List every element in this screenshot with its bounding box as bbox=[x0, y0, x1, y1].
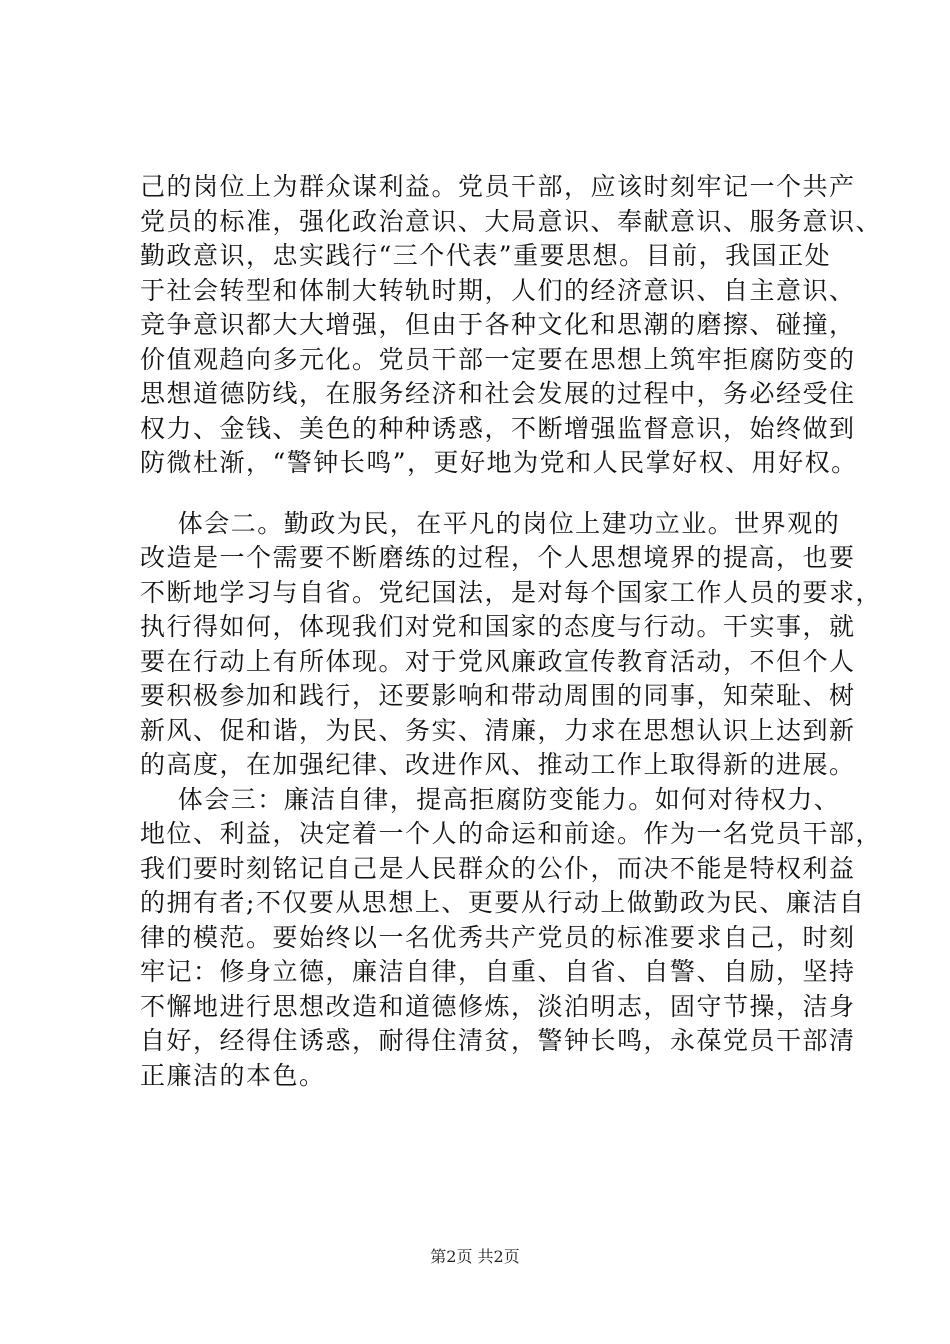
text-line: 的高度，在加强纪律、改进作风、推动工作上取得新的进展。 bbox=[140, 750, 856, 779]
text-line: 正廉洁的本色。 bbox=[140, 1060, 326, 1090]
text-line: 新风、促和谐，为民、务实、清廉，力求在思想认识上达到新 bbox=[140, 715, 856, 745]
text-line: 党员的标准，强化政治意识、大局意识、奉献意识、服务意识、 bbox=[140, 206, 883, 236]
text-line: 自好，经得住诱惑，耐得住清贫，警钟长鸣，永葆党员干部清 bbox=[140, 1026, 856, 1055]
paragraph-1 bbox=[140, 170, 883, 481]
text-line: 不懈地进行思想改造和道德修炼，淡泊明志，固守节操，洁身 bbox=[140, 991, 856, 1021]
text-line: 要在行动上有所体现。对于党风廉政宣传教育活动，不但个人 bbox=[140, 646, 856, 676]
text-line: 的拥有者;不仅要从思想上、更要从行动上做勤政为民、廉洁自 bbox=[140, 888, 866, 917]
text-line: 己的岗位上为群众谋利益。党员干部，应该时刻牢记一个共产 bbox=[140, 172, 856, 201]
text-line: 要积极参加和践行，还要影响和带动周围的同事，知荣耻、树 bbox=[140, 681, 856, 710]
paragraph-3 bbox=[140, 783, 883, 1094]
text-line: 地位、利益，决定着一个人的命运和前途。作为一名党员干部， bbox=[140, 819, 883, 848]
text-line: 权力、金钱、美色的种种诱惑，不断增强监督意识，始终做到 bbox=[140, 413, 856, 443]
text-line: 思想道德防线，在服务经济和社会发展的过程中，务必经受住 bbox=[140, 379, 856, 408]
page-footer bbox=[0, 1244, 950, 1267]
text-line: 体会三：廉洁自律，提高拒腐防变能力。如何对待权力、 bbox=[140, 784, 841, 814]
page-number-label: 第2页 共2页 bbox=[430, 1247, 520, 1266]
text-line: 于社会转型和体制大转轨时期，人们的经济意识、自主意识、 bbox=[140, 275, 856, 305]
text-line: 价值观趋向多元化。党员干部一定要在思想上筑牢拒腐防变的 bbox=[140, 344, 856, 374]
text-line: 体会二。勤政为民，在平凡的岗位上建功立业。世界观的 bbox=[140, 508, 841, 538]
paragraph-2 bbox=[140, 507, 883, 783]
text-line: 律的模范。要始终以一名优秀共产党员的标准要求自己，时刻 bbox=[140, 922, 856, 952]
text-line: 竞争意识都大大增强，但由于各种文化和思潮的磨擦、碰撞， bbox=[140, 310, 856, 339]
text-line: 我们要时刻铭记自己是人民群众的公仆，而决不能是特权利益 bbox=[140, 853, 856, 883]
text-line: 牢记：修身立德，廉洁自律，自重、自省、自警、自励，坚持 bbox=[140, 957, 856, 986]
text-line: 防微杜渐，“警钟长鸣”，更好地为党和人民掌好权、用好权。 bbox=[140, 448, 858, 477]
text-line: 执行得如何，体现我们对党和国家的态度与行动。干实事，就 bbox=[140, 612, 856, 641]
text-line: 不断地学习与自省。党纪国法，是对每个国家工作人员的要求， bbox=[140, 577, 883, 607]
paragraph-spacer bbox=[140, 481, 840, 507]
text-line: 改造是一个需要不断磨练的过程，个人思想境界的提高，也要 bbox=[140, 543, 856, 572]
text-line: 勤政意识，忠实践行“三个代表”重要思想。目前，我国正处 bbox=[140, 241, 832, 270]
document-body bbox=[140, 170, 883, 1093]
